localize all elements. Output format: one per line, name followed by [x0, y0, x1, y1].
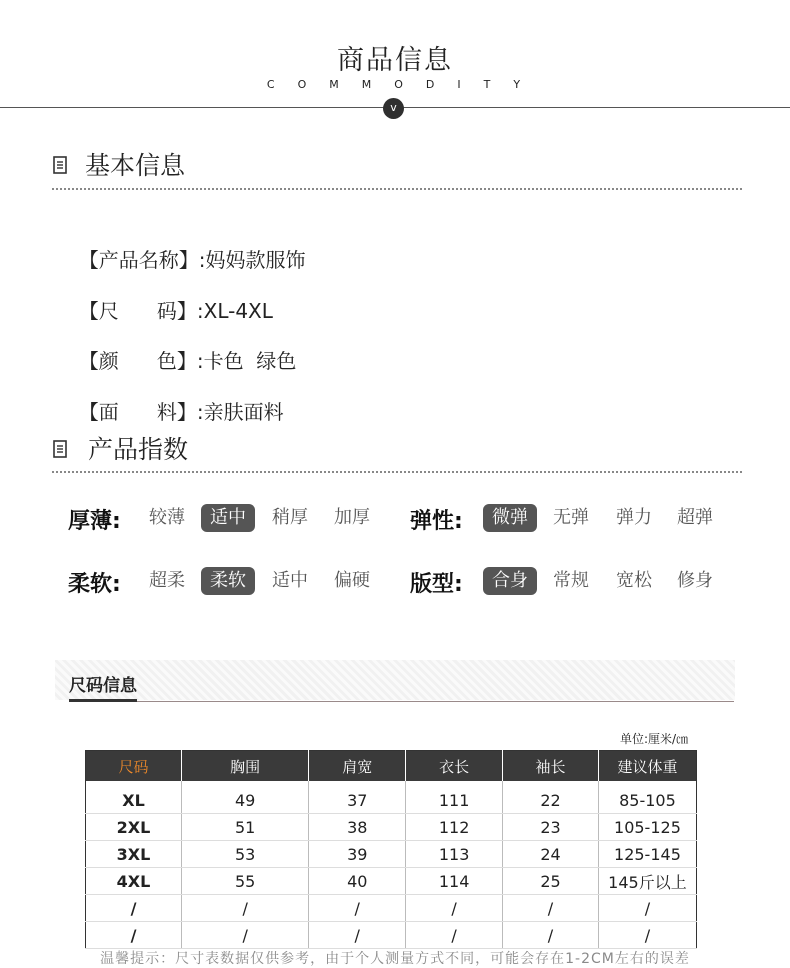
info-label: 【产品名称】 [78, 248, 199, 272]
info-row-size [66, 271, 273, 324]
index-option: 弹力 [616, 507, 652, 528]
column-header-shoulder: 肩宽 [309, 751, 406, 782]
info-label: 【颜 色】 [78, 349, 197, 373]
table-cell: 145斤以上 [598, 868, 696, 895]
column-header-length: 衣长 [406, 751, 503, 782]
chevron-down-icon: v [383, 98, 404, 119]
info-value: :亲肤面料 [196, 400, 284, 424]
table-cell: / [503, 895, 599, 922]
section-divider [52, 471, 742, 473]
table-cell: 112 [406, 814, 503, 841]
table-cell: / [309, 922, 406, 949]
table-cell: / [86, 895, 182, 922]
index-option-selected: 合身 [483, 567, 537, 595]
table-cell: / [598, 922, 696, 949]
table-header-row [86, 751, 697, 782]
table-row [86, 814, 697, 841]
index-option-selected: 适中 [201, 504, 255, 532]
table-cell: 85-105 [598, 781, 696, 814]
index-option: 较薄 [149, 507, 185, 528]
size-heading-band [55, 660, 735, 700]
index-option: 稍厚 [272, 507, 308, 528]
index-label-softness: 柔软: [68, 572, 121, 597]
info-value: :XL-4XL [196, 299, 273, 323]
table-cell: / [182, 922, 309, 949]
unit-note: 单位:厘米/㎝ [620, 732, 689, 746]
table-row [86, 781, 697, 814]
column-header-chest: 胸围 [182, 751, 309, 782]
index-option: 超弹 [677, 507, 713, 528]
table-row [86, 841, 697, 868]
table-cell: 51 [182, 814, 309, 841]
index-label-thickness: 厚薄: [68, 509, 121, 534]
table-row [86, 868, 697, 895]
size-heading-accent-bar [69, 699, 137, 702]
table-cell: / [309, 895, 406, 922]
index-option: 宽松 [616, 570, 652, 591]
size-tip: 温馨提示：尺寸表数据仅供参考，由于个人测量方式不同，可能会存在1-2CM左右的误差 [100, 951, 690, 967]
index-option: 加厚 [334, 507, 370, 528]
index-option-selected: 柔软 [201, 567, 255, 595]
index-option: 超柔 [149, 570, 185, 591]
info-row-fabric [66, 372, 284, 425]
info-value: :妈妈款服饰 [198, 248, 306, 272]
info-row-name [66, 220, 305, 273]
index-option: 偏硬 [334, 570, 370, 591]
table-cell: 125-145 [598, 841, 696, 868]
index-label-elasticity: 弹性: [410, 509, 463, 534]
section-divider [52, 188, 742, 190]
table-cell: 3XL [86, 841, 182, 868]
table-cell: 37 [309, 781, 406, 814]
index-option: 修身 [677, 570, 713, 591]
table-cell: 114 [406, 868, 503, 895]
page-subtitle: COMMODITY [266, 78, 544, 91]
table-row [86, 922, 697, 949]
size-info-heading: 尺码信息 [69, 676, 137, 696]
table-cell: / [503, 922, 599, 949]
table-cell: 38 [309, 814, 406, 841]
table-cell: / [86, 922, 182, 949]
product-index-heading: 产品指数 [88, 435, 189, 464]
size-heading-underline [69, 701, 734, 702]
page-title: 商品信息 [337, 45, 453, 76]
table-cell: / [406, 895, 503, 922]
info-label: 【面 料】 [78, 400, 197, 424]
basic-info-heading: 基本信息 [85, 151, 186, 180]
index-option: 适中 [272, 570, 308, 591]
table-cell: 113 [406, 841, 503, 868]
table-cell: 55 [182, 868, 309, 895]
table-cell: 105-125 [598, 814, 696, 841]
table-cell: 49 [182, 781, 309, 814]
table-cell: 23 [503, 814, 599, 841]
table-cell: 25 [503, 868, 599, 895]
index-option: 常规 [553, 570, 589, 591]
document-list-icon [53, 440, 67, 458]
table-cell: 40 [309, 868, 406, 895]
column-header-weight: 建议体重 [598, 751, 696, 782]
index-option: 无弹 [553, 507, 589, 528]
table-cell: XL [86, 781, 182, 814]
column-header-size: 尺码 [86, 751, 182, 782]
index-option-selected: 微弹 [483, 504, 537, 532]
size-table [85, 750, 697, 949]
index-label-fit: 版型: [410, 572, 463, 597]
table-cell: 39 [309, 841, 406, 868]
table-cell: / [182, 895, 309, 922]
table-cell: 22 [503, 781, 599, 814]
table-cell: 24 [503, 841, 599, 868]
table-cell: 111 [406, 781, 503, 814]
table-cell: 53 [182, 841, 309, 868]
table-cell: / [598, 895, 696, 922]
document-list-icon [53, 156, 67, 174]
table-row [86, 895, 697, 922]
table-cell: 4XL [86, 868, 182, 895]
info-row-color [66, 321, 296, 374]
column-header-sleeve: 袖长 [503, 751, 599, 782]
info-label: 【尺 码】 [78, 299, 197, 323]
info-value: :卡色 绿色 [196, 349, 297, 373]
table-cell: 2XL [86, 814, 182, 841]
table-cell: / [406, 922, 503, 949]
